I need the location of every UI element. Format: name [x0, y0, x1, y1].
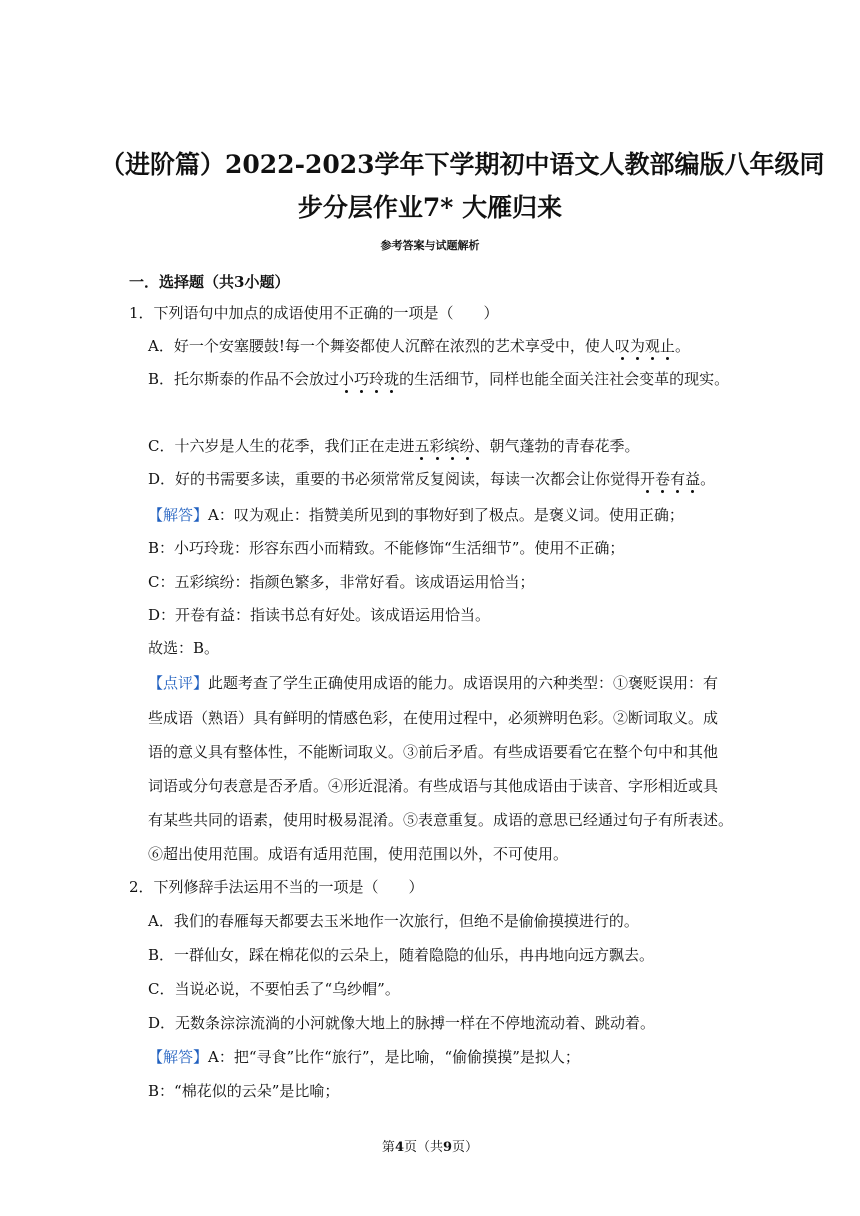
q2-stem: 2．下列修辞手法运用不当的一项是（ ）: [129, 878, 424, 896]
q2-option-a: A．我们的春雁每天都要去玉米地作一次旅行，但绝不是偷偷摸摸进行的。: [148, 912, 639, 930]
q1-review-line-4: 词语或分句表意是否矛盾。④形近混淆。有些成语与其他成语由于读音、字形相近或具: [148, 777, 719, 795]
footer-post: 页）: [452, 1140, 479, 1155]
q1-answer-line-2: B：小巧玲珑：形容东西小而精致。不能修饰“生活细节”。使用不正确；: [148, 539, 625, 557]
page-subtitle: 参考答案与试题解析: [380, 239, 480, 252]
q1-option-a: [148, 336, 690, 356]
q2-answer-tag: 【解答】: [148, 1048, 209, 1066]
page-title-line-2: 步分层作业7* 大雁归来: [297, 193, 563, 222]
q1-option-c-idiom-char: 纷: [459, 437, 475, 455]
footer-mid: 页（共: [403, 1140, 443, 1155]
q1-review-line-6: ⑥超出使用范围。成语有适用范围，使用范围以外，不可使用。: [148, 845, 569, 863]
q1-answer-tag: 【解答】: [148, 506, 209, 524]
q1-option-d-idiom-char: 益: [685, 470, 701, 488]
footer-page-total: 9: [443, 1140, 453, 1155]
q2-option-c: C．当说必说，不要怕丢了“乌纱帽”。: [148, 980, 400, 998]
footer-pre: 第: [381, 1140, 395, 1155]
q1-option-d-post: 。: [700, 470, 716, 488]
q1-option-c-pre: C．十六岁是人生的花季，我们正在走进: [148, 437, 415, 455]
q1-option-d-idiom-char: 有: [670, 470, 686, 488]
q1-review-line-1: [148, 673, 718, 693]
q2-option-d: D．无数条淙淙流淌的小河就像大地上的脉搏一样在不停地流动着、跳动着。: [148, 1014, 656, 1032]
page-title-line-1: （进阶篇）2022-2023学年下学期初中语文人教部编版八年级同: [100, 150, 825, 179]
q1-option-a-idiom-char: 为: [629, 337, 645, 355]
q2-answer-text-1: A：把“寻食”比作“旅行”，是比喻，“偷偷摸摸”是拟人；: [208, 1048, 580, 1066]
q1-answer-line-4: D：开卷有益：指读书总有好处。该成语运用恰当。: [148, 606, 491, 624]
q1-option-a-idiom-char: 叹: [614, 337, 630, 355]
q1-option-d-idiom-char: 开: [640, 470, 656, 488]
q1-option-d-pre: D．好的书需要多读，重要的书必须常常反复阅读，每读一次都会让你觉得: [148, 470, 641, 488]
q1-option-b-idiom-char: 玲: [369, 370, 385, 388]
q1-option-a-pre: A．好一个安塞腰鼓!每一个舞姿都使人沉醉在浓烈的艺术享受中，使人: [148, 337, 615, 355]
q1-option-a-idiom-char: 观: [644, 337, 660, 355]
q1-option-c-idiom-char: 缤: [444, 437, 460, 455]
section-heading: 一．选择题（共3小题）: [129, 273, 290, 291]
q1-option-b-idiom-char: 珑: [384, 370, 400, 388]
q1-review-text-1: 此题考查了学生正确使用成语的能力。成语误用的六种类型：①褒贬误用：有: [208, 674, 719, 692]
footer-page-number: 4: [394, 1140, 404, 1155]
q2-answer-line-1: [148, 1047, 580, 1067]
q1-answer-line-1: [148, 505, 684, 525]
q1-option-a-post: 。: [674, 337, 690, 355]
q1-option-b-idiom-char: 小: [339, 370, 355, 388]
q1-review-line-2: 些成语（熟语）具有鲜明的情感色彩，在使用过程中，必须辨明色彩。②断词取义。成: [148, 709, 719, 727]
q1-option-b-post: 的生活细节，同样也能全面关注社会变革的现实。: [399, 370, 730, 388]
page-footer: [0, 1140, 860, 1156]
q1-answer-text-1: A：叹为观止：指赞美所见到的事物好到了极点。是褒义词。使用正确；: [208, 506, 684, 524]
q1-stem: 1．下列语句中加点的成语使用不正确的一项是（ ）: [129, 304, 499, 322]
q1-option-c-idiom-char: 彩: [429, 437, 445, 455]
q1-option-b-pre: B．托尔斯泰的作品不会放过: [148, 370, 340, 388]
q1-review-tag: 【点评】: [148, 674, 209, 692]
q1-option-d: [148, 469, 715, 489]
q1-option-b-idiom-char: 巧: [354, 370, 370, 388]
q1-review-line-5: 有某些共同的语素，使用时极易混淆。⑤表意重复。成语的意思已经通过句子有所表述。: [148, 811, 734, 829]
q1-option-c: [148, 436, 640, 456]
q2-option-b: B．一群仙女，踩在棉花似的云朵上，随着隐隐的仙乐，冉冉地向远方飘去。: [148, 946, 655, 964]
q2-answer-line-2: B：“棉花似的云朵”是比喻；: [148, 1082, 340, 1100]
q1-option-c-post: 、朝气蓬勃的青春花季。: [474, 437, 640, 455]
q1-option-c-idiom-char: 五: [414, 437, 430, 455]
q1-option-a-idiom-char: 止: [659, 337, 675, 355]
q1-review-line-3: 语的意义具有整体性，不能断词取义。③前后矛盾。有些成语要看它在整个句中和其他: [148, 743, 719, 761]
q1-choice: 故选：B。: [148, 639, 220, 657]
q1-option-d-idiom-char: 卷: [655, 470, 671, 488]
q1-option-b: [148, 369, 729, 389]
q1-answer-line-3: C：五彩缤纷：指颜色繁多，非常好看。该成语运用恰当；: [148, 573, 535, 591]
